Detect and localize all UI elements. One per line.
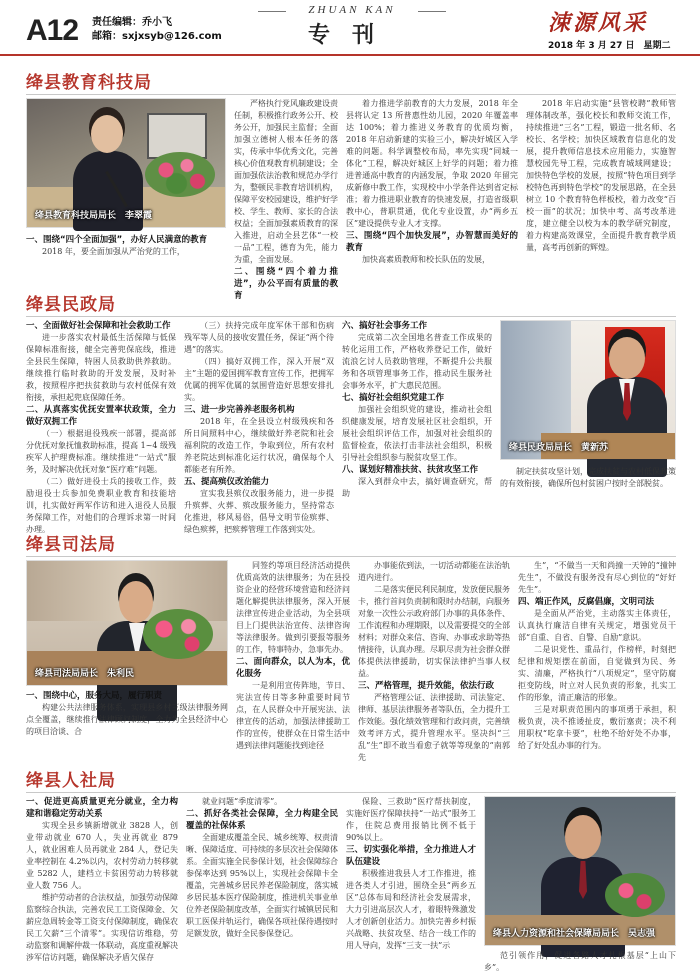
paragraph: 严格管理公证、法律援助、司法鉴定、律师、基层法律服务者等队伍，全力提升工作效能。强化绩效管理和行政问责，完善绩效考评方式，提升管理水平。坚决纠“三乱”生”即不敢当看愈子就等等现象的“南郭先: [358, 693, 510, 762]
section-divider: [26, 556, 676, 557]
subheading: 三、围绕“四个加快发展”，办智慧而美好的教育: [346, 231, 518, 253]
flower-arrangement: [145, 152, 215, 197]
photo-caption: 绛县教育科技局局长 李翠霞: [35, 211, 153, 221]
text-column-1: [26, 320, 176, 534]
editor-email: 邮箱：sxjxsyb@126.com: [92, 31, 222, 42]
section-hr-social-security-bureau: [26, 766, 676, 976]
flower-arrangement: [605, 873, 665, 917]
section-divider: [26, 316, 676, 317]
paragraph: 深入到群众中去，搞好调查研究，帮助: [342, 477, 492, 498]
paragraph: 生”，“不做当一天和尚撞一天钟的“撞钟先生”，不做没有服务没有尽心到位的“好好先生”。: [518, 561, 676, 594]
paragraph: 范引领作用，促进各路人才扎根基层“上山下乡”。: [484, 951, 676, 972]
editor-info: [92, 16, 222, 44]
paragraph: 构建公共法律服务体系，实现县乡村三级法律服务网点全覆盖，继续推行法律顾问制度，全力为全县经济中心的项目洽谈、合: [26, 703, 228, 736]
subheading: 七、搞好社会组织党建工作: [342, 393, 445, 403]
paragraph: 二是落实便民利民制度，发放便民服务卡，推行首问负责制和限时办结制，向服务对象一次性公示政府部门办事的具体条件、工作流程和办理期限，以及需要提交的全部材料；对群众来信、咨询、办事或求助等热情接待，认真办理。尽职尽责为社会群众群体提供法律援助，切实保法律护当事人权益。: [358, 585, 510, 678]
issue-date: 2018 年 3 月 27 日 星期二: [548, 41, 671, 51]
text-column-3: [346, 796, 476, 974]
subheading: 二、抓好各类社会保障，全力构建全民覆盖的社保体系: [186, 809, 338, 831]
paragraph: 维护劳动者的合法权益，加强劳动保障监察综合执法，完善农民工工资保障金、欠薪应急周转金等工资支付保障制度，确保农民工欠薪“三个清零”。实现信访维稳，劳动监察和调解仲裁一体联动，高度重视解决涉军信访问题，确保解决矛盾欠保存: [26, 893, 178, 962]
paragraph: 同签约等项目经济活动提供优质高效的法律服务；为在县投资企业的经营环境营造和经济问题化解提供法律服务，深入开展法律宣传进企业活动，为全县项目上门提供法治宣传、法律咨询等法律服务。做到引要报等服务的工作，特事特办，急事先办。: [236, 561, 350, 654]
paragraph: 严格执行党风廉政建设责任制，积极推行政务公开、校务公开，加强民主监督；全面加强立德树人根本任务的落实，传承中华优秀文化，完善核心价值观教育机制建设；全面加强依法治教和规范办学行为，整顿民非教育培训机构，保障平安校园建设，维护好学校、学生、教师、家长的合法权益；全面加强素质教育的深入推进，启动全县艺体“一校一品”工程，德育为先，能力为重，全面发展。: [234, 99, 338, 264]
editor-name: 责任编辑：乔小飞: [92, 17, 172, 28]
paragraph: （四）搞好双拥工作，深入开展“双主”主题的爱国拥军教育宣传工作，把拥军优属的拥军优属的氛围营造好思想安排扎实。: [184, 357, 334, 402]
column-pinyin: ZHUAN KAN: [290, 4, 414, 16]
paragraph: 是全面从严治党，主动落实主体责任，认真执行廉洁自律有关规定，增强党员干部“自重、自省、自警、自励”意识。: [518, 609, 676, 642]
text-column-3: [358, 560, 510, 762]
page-number: A12: [26, 14, 79, 47]
paragraph: 就业问题“季度清零”。: [202, 797, 283, 806]
text-column-4: [484, 950, 676, 974]
section-title: 绛县民政局: [26, 295, 116, 315]
column-title: 专刊: [307, 22, 396, 48]
section-title: 绛县司法局: [26, 535, 116, 555]
photo-caption: 绛县民政局局长 黄新苏: [509, 443, 609, 453]
photo-caption: 绛县人力资源和社会保障局局长 吴志强: [493, 929, 656, 939]
photo-justice-director: [26, 560, 228, 686]
subheading: 三、严格管理，提升效能，依法行政: [358, 681, 495, 691]
masthead: [0, 0, 700, 56]
paragraph: 宣实我县殡仪改服务能力，进一步提升殡葬、火葬、殡改服务能力，坚持常态化推进，移风易俗，倡导文明节俭殡葬、绿色殡葬，把殡葬管理工作落到实处。: [184, 489, 334, 534]
paragraph: 加快高素质教师和校长队伍的发展，: [362, 255, 490, 264]
subheading: 八、谋划好精准扶贫、扶贫攻坚工作: [342, 465, 479, 475]
subheading: 二、面向群众，以人为本，优化服务: [236, 657, 350, 679]
paragraph: 实现全县乡镇新增就业 3828 人，创业带动就业 670 人，失业再就业 879 人，就业困难人员再就业 284 人，登记失业率控制在 4.2%以内，农村劳动力转移就业 5282 人，建档立卡贫困劳动力转移就业人数 756 人。: [26, 821, 178, 890]
text-column-1: [26, 690, 228, 752]
paragraph: 全面建成覆盖全民、城乡统筹、权责清晰、保障适度、可持续的多层次社会保障体系。全面实施全民参保计划，社会保障综合参保率达到 95%以上，实现社会保障卡全覆盖，完善城乡居民养老保险制度，落实城乡居民基本医疗保险制度，推进机关事业单位养老保险制度改革，全面实行城镇居民和职工医保并轨运行，确保各项社保待遇按时足额发放，做好全民参保登记。: [186, 833, 338, 938]
section-divider: [26, 792, 676, 793]
paragraph: 完成第二次全国地名普查工作成果的转化运用工作，严格收养登记工作，做好流浪乞讨人员救助管理，不断提升公共服务和各项管理事务工作，推动民生服务社会事务水平，扩大惠民范围。: [342, 333, 492, 390]
paragraph: （三）扶持完成年度军休干部和伤病残军等人员的接收安置任务，保证“两个待遇”的落实。: [184, 321, 334, 354]
section-justice-bureau: [26, 530, 676, 762]
photo-education-director: [26, 98, 226, 228]
subheading: 三、进一步完善养老服务机构: [184, 405, 295, 415]
flower-arrangement: [143, 609, 213, 659]
text-column-3: [346, 98, 518, 278]
subheading: 五、提高殡仪改治能力: [184, 477, 270, 487]
paragraph: 2018 年，要全面加强从严治党的工作，: [42, 247, 185, 256]
text-column-1: [26, 796, 178, 974]
subheading: 一、全面做好社会保障和社会救助工作: [26, 321, 171, 331]
text-column-2: [184, 320, 334, 534]
section-education-bureau: [26, 68, 676, 301]
paragraph: 2018 年，在全县设立村级残疾和各所日间照料中心，继续做好养老院和社会福利院的改造工作，争取到位，所有农村养老院达到标准化运行状况，确保每个人都能老有所养。: [184, 417, 334, 474]
section-civil-affairs-bureau: [26, 290, 676, 534]
paragraph: （一）根据退役残疾一部署，提高部分优抚对象抚恤救助标准，提高 1~4 级残疾军人护理费标准。继续推进“一站式”服务，及时解决优抚对象“医疗难”问题。: [26, 429, 176, 474]
photo-caption: 绛县司法局局长 朱利民: [35, 669, 135, 679]
subheading: 二、从真落实优抚安置率状政策，全力做好双拥工作: [26, 405, 176, 427]
paragraph: 三是对职责范围内的事项勇于承担，积极负责，决不推诿扯皮，敷衍塞责；决不利用职权“吃拿卡要”，杜绝不给好处不办事，给了好处乱办事的行为。: [518, 705, 676, 750]
text-column-2: [236, 560, 350, 752]
paragraph: 制定扶贫攻坚计划，完成扶贫与农村低保政策的有效衔接，确保所包村贫困户按时全部脱贫。: [500, 467, 676, 488]
section-divider: [26, 94, 676, 95]
paragraph: 进一步落实农村最低生活保障与低保保障标准衔接，健全完善兜保底线，推进全县民生保障，特困人员救助供养救助。继续推行临时救助的开发发展，及时补救，按照程序把扶贫救助与农村低保有效衔接，承担起兜底保障任务。: [26, 333, 176, 402]
text-column-2: [186, 796, 338, 974]
section-title: 绛县教育科技局: [26, 73, 152, 93]
text-column-4: [500, 466, 676, 518]
paragraph: 2018 年启动实施“县管校聘”教师管理体制改革，强化校长和教师交流工作，持续推进“三名”工程，锻造一批名师、名校长、名学校；加快区域教育信息化的发展，提升教师信息技术应用能力，实施智慧校园先导工程，完成教育城域网建设；加快特色学校的发展，按照“特色项目到学校特色再到特色学校”的发展思路，在全县树立 10 个教育特色样板校，着力改变“百校一面”的状况；加快中考、高考改革进度，建立健全以校为本的教学研究制度，着力构建高效课堂，全面提升教育教学质量，高考再创新的辉煌。: [526, 99, 676, 252]
subheading: 一、促进更高质量更充分就业，全力构建和谐稳定劳动关系: [26, 797, 178, 819]
text-column-3: [342, 320, 492, 518]
subheading: 一、围绕中心，服务大局，履行职责: [26, 691, 163, 701]
section-title: 绛县人社局: [26, 771, 116, 791]
subheading: 三、切实强化举措，全力推进人才队伍建设: [346, 845, 476, 867]
text-column-1: [26, 234, 226, 278]
paragraph: 办事能依到法，一切活动都能在法治轨道内进行。: [358, 561, 510, 582]
photo-civil-affairs-director: [500, 320, 676, 460]
paragraph: 一是利用宣传阵地，节日、宪法宣传日等多种重要时间节点，在人民群众中开展宪法、法律宣传的活动，加强法律援助工作的宣传，使群众在日常生活中遇到法律问题能找到途径: [236, 681, 350, 750]
paragraph: 积极推进我县人才工作推进，推进各类人才引进，围绕全县“两乡五区”总体布局和经济社会发展需求，大力引进高层次人才，着眼特殊激发人才创新创业活力。加快完善乡村振兴战略、扶贫攻坚、结合一线工作的用人导向，发挥“三支一扶”示: [346, 869, 476, 950]
paragraph: （二）做好进役士兵的接收工作，鼓励退役士兵参加免费职业教育和技能培训，扎实做好两军作访和进入退役人员服务保障工作，对他们的合理诉求第一时间办理。: [26, 477, 176, 534]
subheading: 六、搞好社会事务工作: [342, 321, 428, 331]
subheading: 四、端正作风，反腐倡廉，文明司法: [518, 597, 655, 607]
photo-hr-director: [484, 796, 676, 946]
text-column-4: [526, 98, 676, 278]
subheading: 二、围绕“四个着力推进”，办公平而有质量的教育: [234, 267, 338, 301]
text-column-4: [518, 560, 676, 752]
paragraph: 加强社会组织党的建设，推动社会组织健康发展，培育发展社区社会组织，开展社会组织评估工作，加强对社会组织的监督检查，依法打击非法社会组织，积极引导社会组织参与脱贫攻坚工作。: [342, 405, 492, 462]
newspaper-brand: 涑源风采: [548, 10, 649, 36]
paragraph: 着力推进学前教育的大力发展，2018 年全县将认定 13 所普惠性幼儿园，2020 年覆盖率达 100%；着力推进义务教育的优质均衡，2018 年启动新建的实验三小，解决好城区入学难的问题。科学调整校布局，率先实现“同城一体化”工程，解决好城区上好学的问题；着力推进普通高中教育的内涵发展，争取 2020 年留完成新修中教工作，实现校中小学条件达到省定标准；着力推进职业教育的快速发展，打造省级职教中心，普职贯通，优化专业设置，办“两乡五区”建设提供专业人才支撑。: [346, 99, 518, 228]
subheading: 一、围绕“四个全面加强”，办好人民满意的教育: [26, 235, 208, 245]
text-column-2: [234, 98, 338, 301]
paragraph: 二是识党性、重品行，作榜样，时刻把纪律和规矩摆在前面，自觉做到为民、务实、清廉，严格执行“八项规定”，坚守防腐拒变防线，时立对人民负责的形象，扎实工作的形象，清正廉洁的形象。: [518, 645, 676, 702]
paragraph: 保险、三救助”医疗帮扶制度，实施好医疗保障扶持“一站式”服务工作，住院总费用报销比例不低于 90%以上。: [346, 797, 476, 842]
